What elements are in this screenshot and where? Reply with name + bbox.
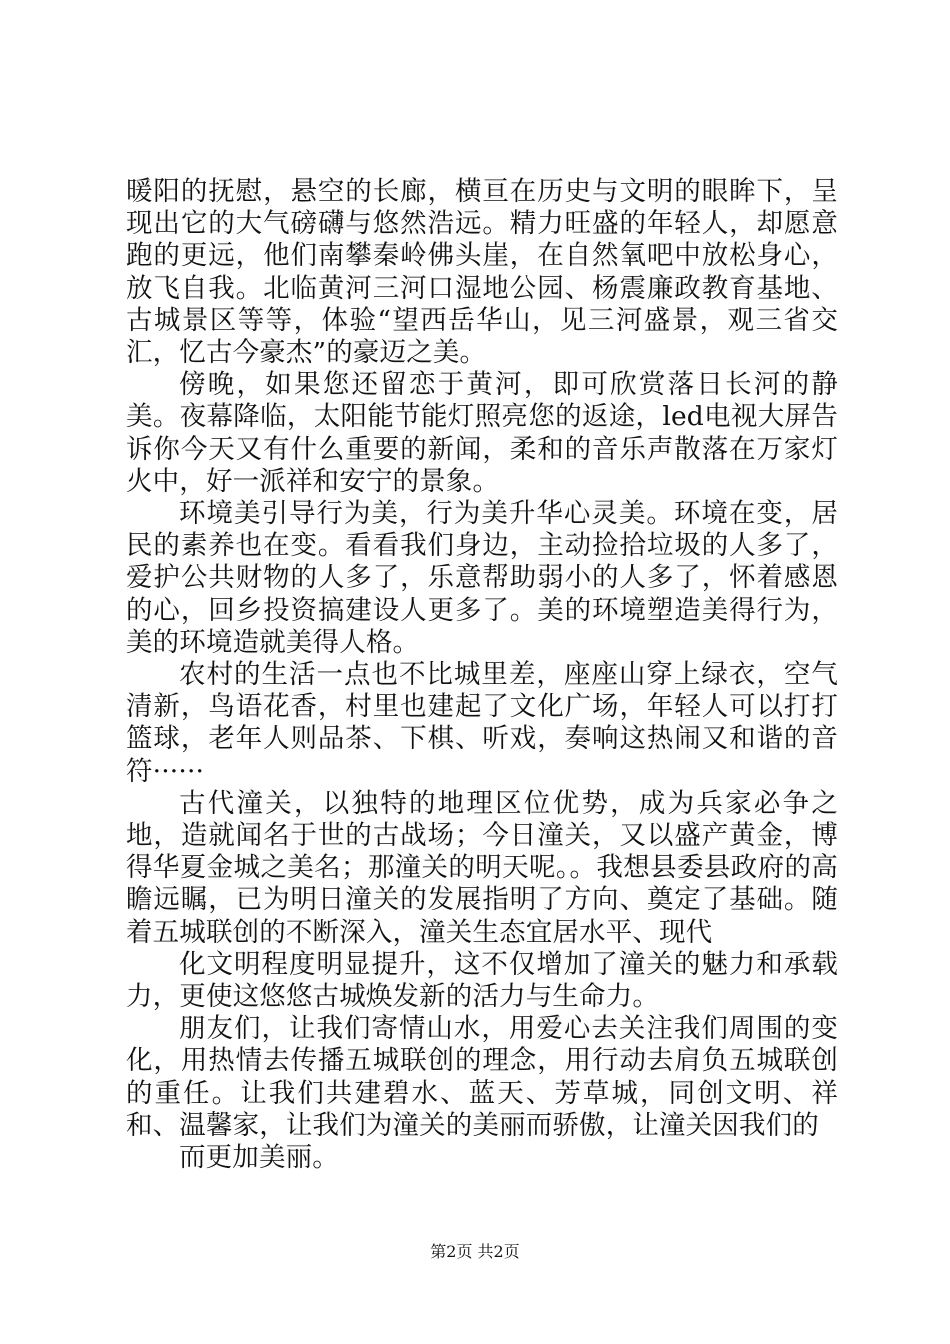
paragraph-7: 朋友们，让我们寄情山水，用爱心去关注我们周围的变化，用热情去传播五城联创的理念，用行动去肩负五城联创的重任。让我们共建碧水、蓝天、芳草城，同创文明、祥和、温馨家，让我们为潼关的美丽而骄傲，让潼关因我们的	[126, 1013, 838, 1141]
paragraph-3: 环境美引导行为美，行为美升华心灵美。环境在变，居民的素养也在变。看看我们身边，主动捡拾垃圾的人多了，爱护公共财物的人多了，乐意帮助弱小的人多了，怀着感恩的心，回乡投资搞建设人更多了。美的环境塑造美得行为，美的环境造就美得人格。	[126, 498, 838, 658]
paragraph-1: 暖阳的抚慰，悬空的长廊，横亘在历史与文明的眼眸下，呈现出它的大气磅礴与悠然浩远。精力旺盛的年轻人，却愿意跑的更远，他们南攀秦岭佛头崖，在自然氧吧中放松身心，放飞自我。北临黄河三河口湿地公园、杨震廉政教育基地、古城景区等等，体验“望西岳华山，见三河盛景，观三省交汇，忆古今豪杰”的豪迈之美。	[126, 176, 838, 369]
paragraph-5: 古代潼关，以独特的地理区位优势，成为兵家必争之地，造就闻名于世的古战场；今日潼关，又以盛产黄金，博得华夏金城之美名；那潼关的明天呢。。我想县委县政府的高瞻远瞩，已为明日潼关的发展指明了方向、奠定了基础。随着五城联创的不断深入，潼关生态宜居水平、现代	[126, 787, 838, 948]
paragraph-4: 农村的生活一点也不比城里差，座座山穿上绿衣，空气清新，鸟语花香，村里也建起了文化广场，年轻人可以打打篮球，老年人则品茶、下棋、听戏，奏响这热闹又和谐的音符······	[126, 659, 838, 787]
paragraph-8: 而更加美丽。	[179, 1142, 339, 1174]
document-body	[126, 176, 838, 1174]
paragraph-2: 傍晚，如果您还留恋于黄河，即可欣赏落日长河的静美。夜幕降临，太阳能节能灯照亮您的返途，led电视大屏告诉你今天又有什么重要的新闻，柔和的音乐声散落在万家灯火中，好一派祥和安宁的景象。	[126, 369, 838, 497]
paragraph-6: 化文明程度明显提升，这不仅增加了潼关的魅力和承载力，更使这悠悠古城焕发新的活力与生命力。	[126, 948, 838, 1013]
page-footer: 第2页 共2页	[430, 1242, 520, 1261]
